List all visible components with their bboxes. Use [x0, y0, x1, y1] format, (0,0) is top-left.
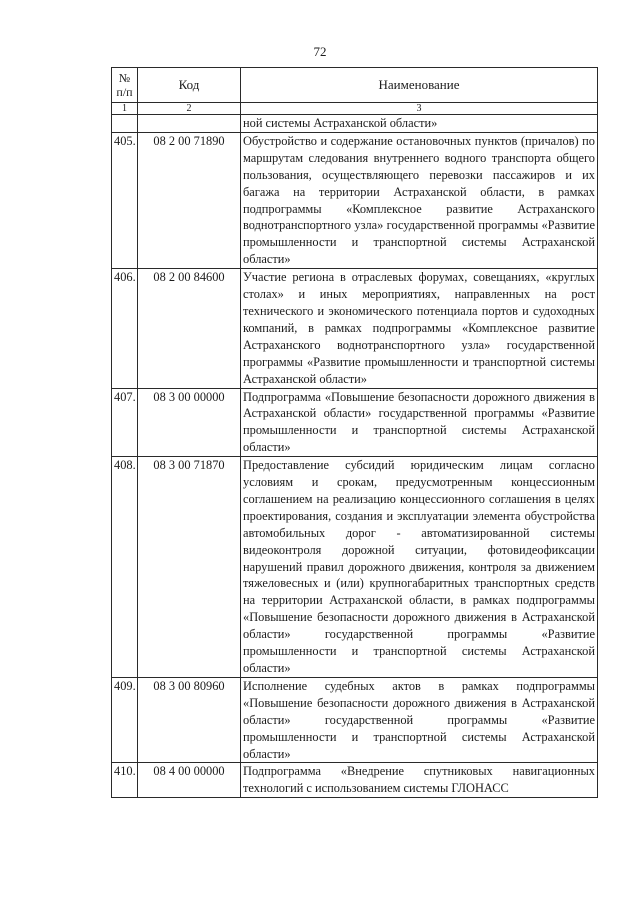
table-row	[112, 269, 598, 388]
row-number: 407.	[112, 388, 138, 457]
column-index-row	[112, 103, 598, 115]
row-name: Подпрограмма «Внедрение спутниковых навигационных технологий с использованием системы ГЛОНАСС	[241, 763, 598, 798]
table-row	[112, 457, 598, 678]
row-name: Исполнение судебных актов в рамках подпрограммы «Повышение безопасности дорожного движения в Астраханской области» государственной программы «Развитие промышленности и транспортной системы Астраханской области»	[241, 677, 598, 763]
column-index-3: 3	[241, 103, 598, 115]
page-number: 72	[313, 44, 327, 59]
table-row	[112, 132, 598, 268]
row-number	[112, 115, 138, 133]
row-code: 08 3 00 00000	[138, 388, 241, 457]
row-name: Предоставление субсидий юридическим лицам согласно условиям и срокам, предусмотренным концессионным соглашением на реализацию концессионного соглашения в целях проектирования, создания и эксплуатации элемента обустройства автомобильных дорог - автоматизированной системы видеоконтроля дорожной ситуации, фотовидеофиксации нарушений правил дорожного движения, контроля за движением тяжеловесных и (или) крупногабаритных транспортных средств на территории Астраханской области, в рамках подпрограммы «Повышение безопасности дорожного движения в Астраханской области» государственной программы «Развитие промышленности и транспортной системы Астраханской области»	[241, 457, 598, 678]
header-code: Код	[138, 68, 241, 103]
row-code: 08 3 00 71870	[138, 457, 241, 678]
table-row	[112, 115, 598, 133]
row-number: 410.	[112, 763, 138, 798]
budget-classification-table	[111, 67, 598, 798]
row-name: ной системы Астраханской области»	[241, 115, 598, 133]
header-name: Наименование	[241, 68, 598, 103]
header-number: № п/п	[112, 68, 138, 103]
row-code: 08 3 00 80960	[138, 677, 241, 763]
column-index-2: 2	[138, 103, 241, 115]
row-name: Подпрограмма «Повышение безопасности дорожного движения в Астраханской области» государственной программы «Развитие промышленности и транспортной системы Астраханской области»	[241, 388, 598, 457]
table-row	[112, 388, 598, 457]
row-name: Обустройство и содержание остановочных пунктов (причалов) по маршрутам следования внутреннего водного транспорта общего пользования, осуществляющего перевозки пассажиров и их багажа на территории Астраханской области, в рамках подпрограммы «Комплексное развитие Астраханского воднотранспортного узла» государственной программы «Развитие промышленности и транспортной системы Астраханской области»	[241, 132, 598, 268]
row-number: 408.	[112, 457, 138, 678]
row-name: Участие региона в отраслевых форумах, совещаниях, «круглых столах» и иных мероприятиях, направленных на рост технического и экономического потенциала портов и судоходных компаний, в рамках подпрограммы «Комплексное развитие Астраханского воднотранспортного узла» государственной программы «Развитие промышленности и транспортной системы Астраханской области»	[241, 269, 598, 388]
row-number: 405.	[112, 132, 138, 268]
table-row	[112, 763, 598, 798]
row-number: 409.	[112, 677, 138, 763]
table-row	[112, 677, 598, 763]
row-code: 08 4 00 00000	[138, 763, 241, 798]
column-index-1: 1	[112, 103, 138, 115]
row-code: 08 2 00 71890	[138, 132, 241, 268]
table-header-row	[112, 68, 598, 103]
table-body	[112, 115, 598, 798]
row-number: 406.	[112, 269, 138, 388]
row-code	[138, 115, 241, 133]
row-code: 08 2 00 84600	[138, 269, 241, 388]
